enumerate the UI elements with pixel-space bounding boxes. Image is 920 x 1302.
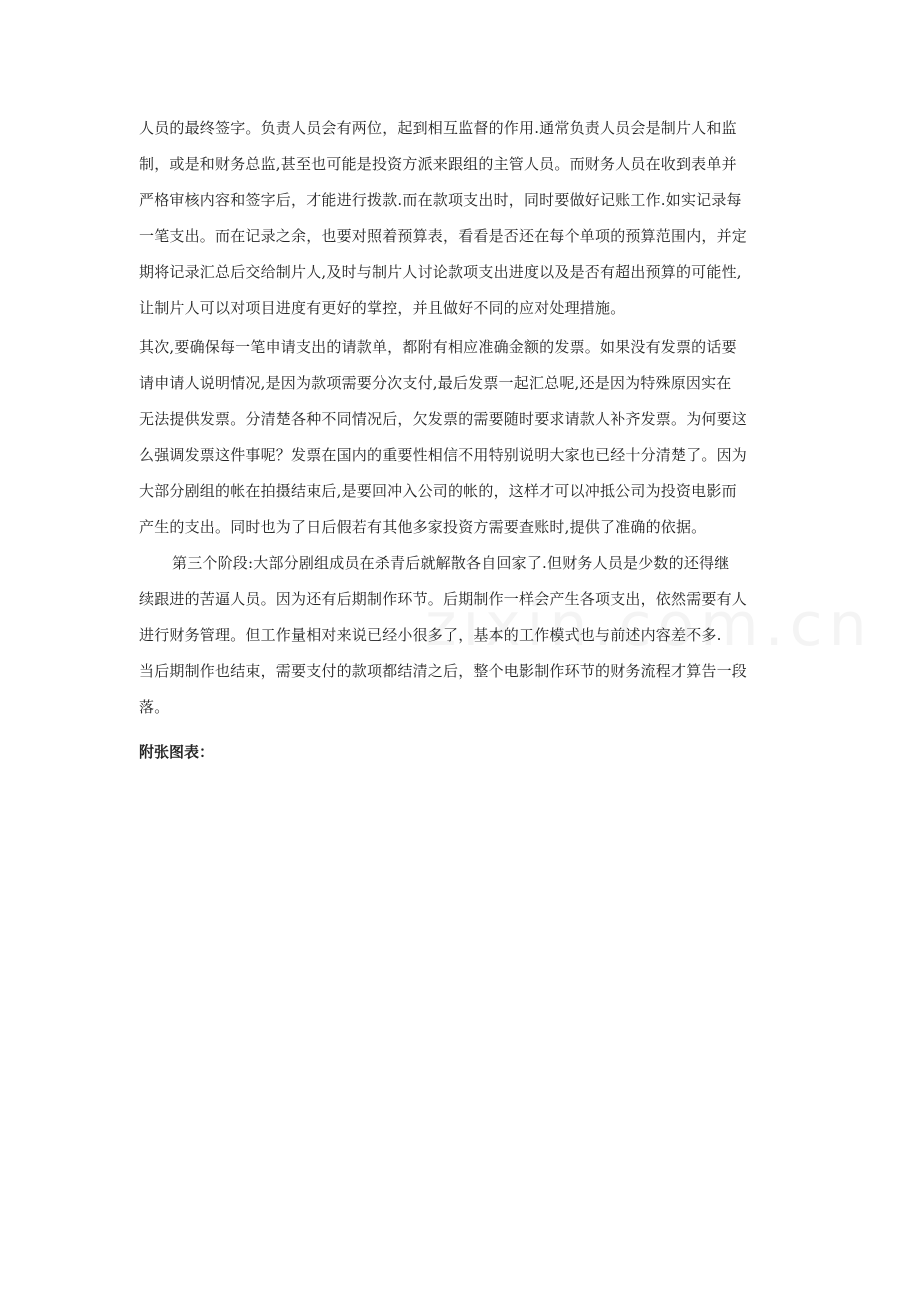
paragraph-line: 大部分剧组的帐在拍摄结束后,是要回冲入公司的帐的，这样才可以冲抵公司为投资电影而 <box>139 482 737 500</box>
paragraph-line: 落。 <box>139 698 170 716</box>
paragraph-line: 第三个阶段:大部分剧组成员在杀青后就解散各自回家了.但财务人员是少数的还得继 <box>172 554 730 572</box>
paragraph-line: 一笔支出。而在记录之余，也要对照着预算表，看看是否还在每个单项的预算范围内，并定 <box>139 227 748 245</box>
paragraph-line: 无法提供发票。分清楚各种不同情况后，欠发票的需要随时要求请款人补齐发票。为何要这 <box>139 410 748 428</box>
paragraph-line: 期将记录汇总后交给制片人,及时与制片人讨论款项支出进度以及是否有超出预算的可能性, <box>139 263 742 281</box>
paragraph-line: 当后期制作也结束，需要支付的款项都结清之后，整个电影制作环节的财务流程才算告一段 <box>139 662 748 680</box>
paragraph-line: 严格审核内容和签字后，才能进行拨款.而在款项支出时，同时要做好记账工作.如实记录每 <box>139 191 742 209</box>
paragraph-line: 请申请人说明情况,是因为款项需要分次支付,最后发票一起汇总呢,还是因为特殊原因实在 <box>139 374 732 392</box>
appendix-heading: 附张图表： <box>139 743 215 761</box>
paragraph-line: 续跟进的苦逼人员。因为还有后期制作环节。后期制作一样会产生各项支出，依然需要有人 <box>139 590 748 608</box>
paragraph-line: 制，或是和财务总监,甚至也可能是投资方派来跟组的主管人员。而财务人员在收到表单并 <box>139 155 737 173</box>
paragraph-line: 人员的最终签字。负责人员会有两位，起到相互监督的作用.通常负责人员会是制片人和监 <box>139 119 737 137</box>
paragraph-line: 么强调发票这件事呢？发票在国内的重要性相信不用特别说明大家也已经十分清楚了。因为 <box>139 446 748 464</box>
paragraph-line: 产生的支出。同时也为了日后假若有其他多家投资方需要查账时,提供了准确的依据。 <box>139 518 707 536</box>
paragraph-line: 进行财务管理。但工作量相对来说已经小很多了，基本的工作模式也与前述内容差不多. <box>139 626 722 644</box>
paragraph-line: 让制片人可以对项目进度有更好的掌控，并且做好不同的应对处理措施。 <box>139 299 626 317</box>
paragraph-line: 其次,要确保每一笔申请支出的请款单，都附有相应准确金额的发票。如果没有发票的话要 <box>139 338 737 356</box>
